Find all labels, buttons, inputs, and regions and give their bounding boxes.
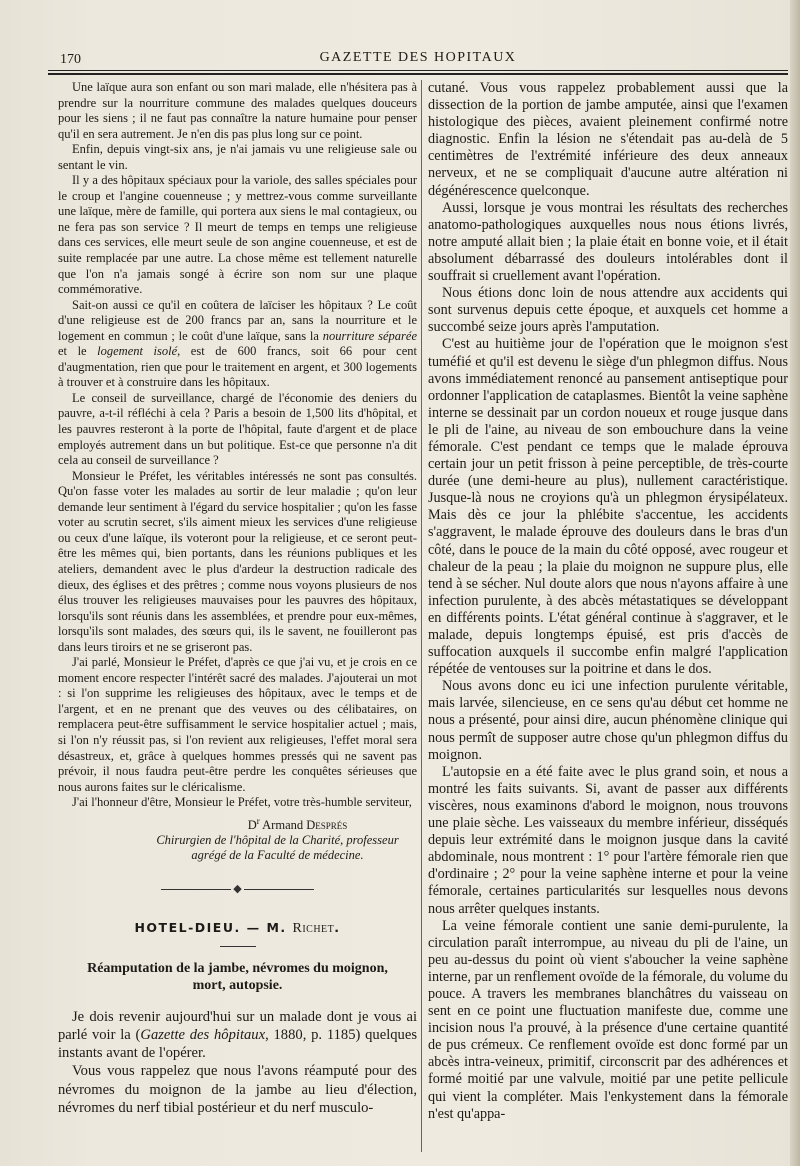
ornament-diamond: ◆ [233,883,242,896]
paragraph: J'ai parlé, Monsieur le Préfet, d'après ce que j'ai vu, et je crois en ce moment encore respecter l'intérêt sacré des malades. J'ajouterai un mot : si l'on supprime les religieuses des hôpitaux, avec le temps et de l'argent, et en ne prenant que des veuves ou des célibataires, on remplacera peut-être suffisamment le service hospitalier actuel ; mais, si l'on n'y réussit pas, si l'on revient aux religieuses, l'effet moral sera désastreux, et, grâce à quelques hommes pressés qui ne savent pas prévoir, il nous faudra peut-être perdre les conquêtes sérieuses que nous aurons faites sur le cléricalisme. [58,655,417,794]
signature-title: Chirurgien de l'hôpital de la Charité, professeur agrégé de la Faculté de médecine. [156,833,399,862]
page-header [48,46,788,68]
paragraph-text: Je dois revenir aujourd'hui sur un malade dont je vous ai parlé voir la ( [58,1008,417,1043]
signature-name [58,814,417,834]
citation: Gazette des hôpitaux [140,1026,266,1043]
paragraph-text: , est de 600 francs, soit 66 pour cent d'augmentation, rien que pour le traitement en argent, et 300 logements à trouver et à construire dans les hôpitaux. [58,344,418,390]
column-divider [421,80,422,1152]
left-column [58,80,417,1160]
paragraph: cutané. Vous vous rappelez probablement aussi que la dissection de la portion de jambe amputée, ainsi que l'examen histologique des pièces, avaient pleinement confirmé notre diagnostic. Enfin la lésion ne s'étendait pas au-delà de 5 centimètres de l'extrémité inférieure des deux anneaux nerveux, et ne se compliquait d'aucune autre altération ni dégénérescence quelconque. [428,80,788,199]
paragraph: Une laïque aura son enfant ou son mari malade, elle n'hésitera pas à prendre sur la nourriture commune des malades quelques douceurs pour les siens ; il ne faut pas connaître la nature humaine pour penser qu'il en sera autrement. Je n'en dis pas plus long sur ce point. [58,80,417,141]
paragraph: Aussi, lorsque je vous montrai les résultats des recherches anatomo-pathologiques auxquelles nous nous étions livrés, notre amputé allait bien ; la plaie était en bonne voie, et il était absolument débarrassé des douleurs intolérables dont il souffrait si cruellement avant l'opération. [428,199,788,285]
signature-last-name: Després [306,817,348,832]
section-ornament [58,882,417,898]
signature-first-name: Armand [262,817,304,832]
paragraph-text: Sait-on aussi ce qu'il en coûtera de laïciser les hôpitaux ? Le coût d'une religieuse est de 200 francs par an, sans la nourriture et le logement en commun ; le coût d'une laïque, sans la [58,297,417,343]
header-rule [48,70,788,75]
paragraph: L'autopsie en a été faite avec le plus grand soin, et nous a montré les faits suivants. Si, avant de passer aux différents viscères, nous examinons d'abord le moignon, nous trouvons une plaie sèche. Les vaisseaux du membre inférieur, disséqués depuis leur extrémité dans le moignon jusque dans la cavité abdominale, nous montrent : 1° pour l'artère fémorale rien que d'ordinaire ; 2° pour la veine saphène interne et pour la veine fémorale, certaines particularités sur lesquelles nous devons nous arrêter quelques instants. [428,763,788,917]
signature-sup: r [256,815,260,826]
paragraph: Le conseil de surveillance, chargé de l'économie des deniers du pauvre, a-t-il réfléchi à cela ? Paris a besoin de 1,500 lits d'hôpital, et les pauvres resteront à la porte de l'hôpital, faute d'argent et de place employés autrement dans un but politique. Est-ce que personne n'a dit cela au conseil de surveillance ? [58,390,417,468]
paragraph: La veine fémorale contient une sanie demi-purulente, la circulation paraît interrompue, au niveau du pli de l'aine, un peu au-dessus du point où vient s'aboucher la veine saphène interne, par un renflement ovoïde de la fémorale, du volume du pouce. A travers les membranes blanchâtres du vaisseau on sent en ce point une fluctuation manifeste due, comme une incision nous l'a prouvé, à la présence d'une certaine quantité de pus crémeux. Ce renflement ovoïde est donc formé par un abcès intra-veineux, primitif, circonscrit par des adhérences et formé moitié par une valvule, moitié par une petite pellicule qui vient la compléter. Mais l'enkystement dans la fémorale n'est qu'appa- [428,917,788,1122]
right-column [428,80,788,1160]
paragraph-text: , 1880, p. 1185) quelques instants avant de l'opérer. [58,1026,418,1062]
paragraph: Monsieur le Préfet, les véritables intéressés ne sont pas consultés. Qu'on fasse voter les malades au sortir de leur maladie ; qu'on leur demande leur sentiment à l'égard du service hospitalier ; qu'on les fasse voter au scrutin secret, s'ils aiment mieux les services d'une religieuse ou ceux d'une laïque, ils voteront pour la religieuse, et ce seront peut-être les mêmes qui, bien portants, dans les réunions publiques et les ateliers, demandent avec le plus d'ardeur la destruction radicale des dieux, des églises et des prêtres ; comme nous voyons plusieurs de nos élus trouver les religieuses mauvaises pour les pauvres des hôpitaux, lorsqu'ils sont réunis dans les assemblées, et prendre pour eux-mêmes, lorsqu'ils sont malades, des sœurs qui, ils le savent, ne fouilleront pas dans leurs tiroirs et ne se griseront pas. [58,468,417,654]
paragraph: J'ai l'honneur d'être, Monsieur le Préfet, votre très-humble serviteur, [72,795,412,810]
section-heading: HOTEL-DIEU. — M. Richet. [134,919,341,936]
article-subheading: Réamputation de la jambe, névromes du moignon, mort, autopsie. [87,960,388,993]
running-title: GAZETTE DES HOPITAUX [319,50,517,65]
paragraph-cost [58,298,417,391]
section-heading-name: Richet [292,920,335,936]
signature-prefix: D [247,817,257,832]
paragraph: Nous avons donc eu ici une infection purulente véritable, mais larvée, silencieuse, en ce sens qu'au début cet homme ne nous a présenté, pour ainsi dire, aucun phénomène clinique qui nous permît de supposer autre chose qu'un phlegmon diffus du moignon. [428,678,788,763]
paragraph [58,1008,417,1063]
paragraph-text: et le [58,344,98,359]
ornament-line-right [244,889,314,890]
italic-phrase: logement isolé [97,344,178,359]
paragraph: Il y a des hôpitaux spéciaux pour la variole, des salles spéciales pour le croup et l'angine couenneuse ; y mettrez-vous comme surveillante une laïque, mère de famille, qui portera aux siens le mal contagieux, ou ne fera pas son service ? Il meurt de temps en temps une religieuse dans ces services, elle meurt seule de son angine couenneuse, et est de suite remplacée par une autre. La chose même est tellement naturelle que l'on n'a jamais songé à écrire son nom sur une plaque commémorative. [58,173,417,297]
ornament-line-left [161,889,231,890]
paragraph: C'est au huitième jour de l'opération que le moignon s'est tuméfié et qu'il est devenu le siège d'un phlegmon diffus. Nous avons immédiatement renoncé au pansement antiseptique pour ordonner l'application de cataplasmes. Bientôt la veine saphène interne se dessinait par un cordon noueux et rouge jusque dans le pli de l'aine, au niveau de son embouchure dans la veine fémorale. C'est pendant ce temps que le malade éprouva certain jour un petit frisson à peine perceptible, de très-courte durée (une demi-heure au plus), nullement caractéristique. Jusque-là nous ne croyions qu'à un phlegmon érysipélateux. Mais dès ce jour la phlébite s'accentue, les accidents s'aggravent, le malade éprouve des douleurs dans le bras d'un côté, dans le pouce de la main du côté opposé, avec rougeur et chaleur de la peau ; la plaie du moignon ne suppure plus, elle tend à se sécher. Nul doute alors que nous n'ayons affaire à une infection purulente, à des abcès métastatiques se développant en différents points. L'état général continue à s'aggraver, et le malade, depuis longtemps épuisé, est pris d'accès de suffocation auxquels il succombe enfin malgré l'application répétée de ventouses sur la poitrine et dans le dos. [428,336,788,678]
paragraph: Nous étions donc loin de nous attendre aux accidents qui sont survenus depuis cette époque, et auxquels cet homme a succombé seize jours après l'amputation. [428,285,788,336]
page-number: 170 [60,52,81,67]
paragraph: Enfin, depuis vingt-six ans, je n'ai jamais vu une religieuse sale ou sentant le vin. [58,142,417,172]
section-heading-text: HOTEL-DIEU. — M. [134,919,287,935]
page-edge-shadow [790,0,800,1166]
italic-phrase: nourriture séparée [322,328,418,343]
paragraph: Vous vous rappelez que nous l'avons réamputé pour des névromes du moignon de la jambe au lieu d'élection, névromes du nerf tibial postérieur et du nerf musculo- [58,1063,417,1116]
short-rule [220,946,256,947]
